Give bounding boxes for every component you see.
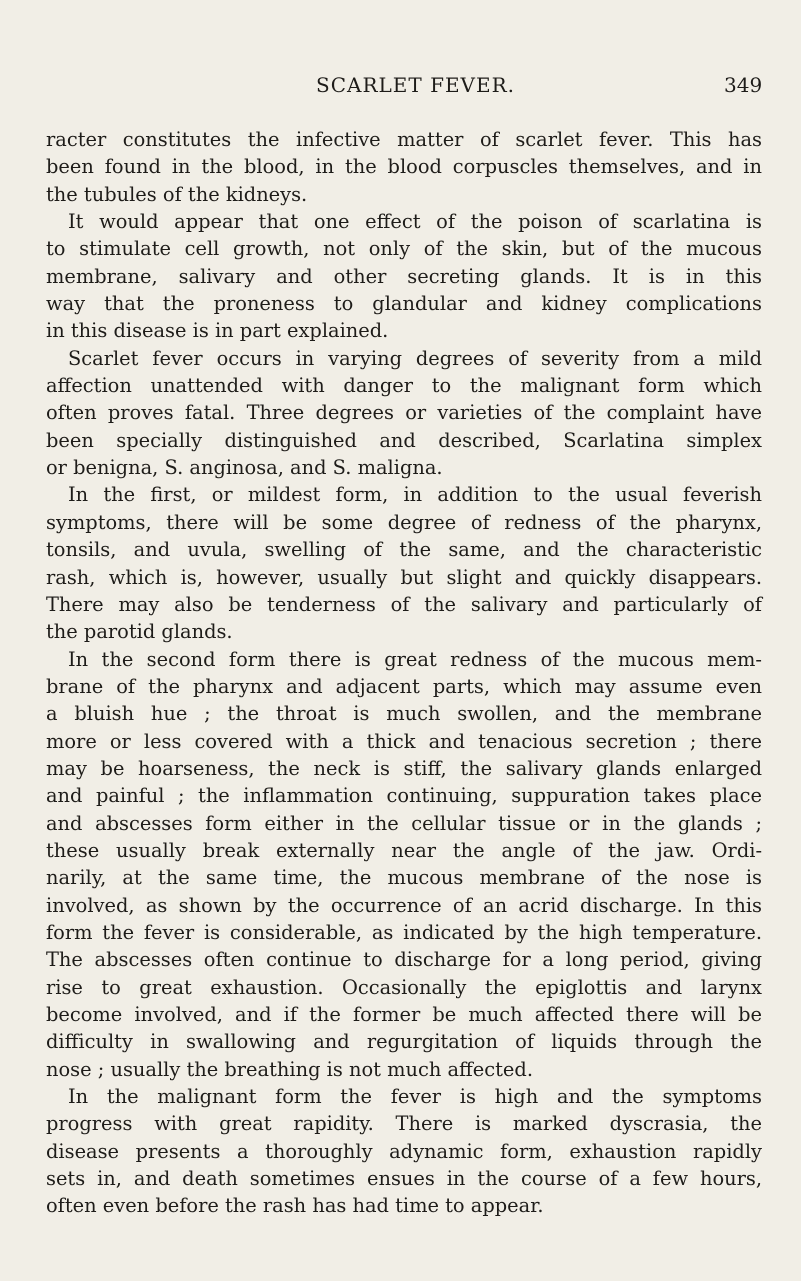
text-line: the tubules of the kidneys. xyxy=(46,182,308,206)
text-line: or benigna, S. anginosa, and S. maligna. xyxy=(46,456,443,480)
text-line: Scarlet fever occurs in varying degrees of severity from a mild xyxy=(68,346,762,370)
text-line: been specially distinguished and described, Scarlatina simplex xyxy=(46,428,762,452)
text-line: to stimulate cell growth, not only of the skin, but of the mucous xyxy=(46,237,762,261)
text-line: There may also be tenderness of the salivary and particularly of xyxy=(46,592,762,616)
text-line: a bluish hue ; the throat is much swollen, and the membrane xyxy=(46,702,762,726)
text-line: It would appear that one effect of the poison of scarlatina is xyxy=(68,210,762,234)
page-number: 349 xyxy=(724,73,763,97)
text-line: the parotid glands. xyxy=(46,620,233,644)
text-line: nose ; usually the breathing is not much affected. xyxy=(46,1057,533,1081)
text-line: In the malignant form the fever is high and the symptoms xyxy=(68,1085,762,1109)
text-line: often even before the rash has had time to appear. xyxy=(46,1194,544,1218)
text-line: become involved, and if the former be much affected there will be xyxy=(46,1003,762,1026)
text-line: often proves fatal. Three degrees or varieties of the complaint have xyxy=(46,401,762,425)
text-line: way that the proneness to glandular and kidney complications xyxy=(46,292,762,316)
text-line: In the second form there is great redness of the mucous mem- xyxy=(68,647,762,671)
running-head xyxy=(0,70,801,100)
text-line: tonsils, and uvula, swelling of the same, and the characteristic xyxy=(46,538,762,562)
text-line: these usually break externally near the angle of the jaw. Ordi- xyxy=(46,838,762,862)
text-line: may be hoarseness, the neck is stiff, the salivary glands enlarged xyxy=(46,756,762,780)
text-line: difficulty in swallowing and regurgitation of liquids through the xyxy=(46,1030,762,1054)
text-line: involved, as shown by the occurrence of an acrid discharge. In this xyxy=(46,893,762,917)
body-text xyxy=(46,126,762,1220)
text-line: The abscesses often continue to discharge for a long period, giving xyxy=(46,948,762,972)
running-title: SCARLET FEVER. xyxy=(316,73,516,97)
text-line: rise to great exhaustion. Occasionally the epiglottis and larynx xyxy=(46,975,762,999)
text-line: symptoms, there will be some degree of redness of the pharynx, xyxy=(46,510,762,534)
text-line: affection unattended with danger to the malignant form which xyxy=(46,374,762,398)
text-line: narily, at the same time, the mucous membrane of the nose is xyxy=(46,866,762,890)
text-line: membrane, salivary and other secreting glands. It is in this xyxy=(46,264,762,288)
text-line: been found in the blood, in the blood corpuscles themselves, and in xyxy=(46,155,762,179)
text-line: brane of the pharynx and adjacent parts, which may assume even xyxy=(46,674,762,698)
text-line: rash, which is, however, usually but slight and quickly disappears. xyxy=(46,565,762,589)
text-line: more or less covered with a thick and tenacious secretion ; there xyxy=(46,729,762,753)
text-line: sets in, and death sometimes ensues in the course of a few hours, xyxy=(46,1167,762,1191)
text-line: form the fever is considerable, as indicated by the high temperature. xyxy=(46,920,762,944)
text-line: in this disease is in part explained. xyxy=(46,319,389,343)
text-line: racter constitutes the infective matter of scarlet fever. This has xyxy=(46,128,762,151)
text-line: progress with great rapidity. There is marked dyscrasia, the xyxy=(46,1112,762,1136)
text-line: and painful ; the inflammation continuing, suppuration takes place xyxy=(46,784,762,808)
text-line: disease presents a thoroughly adynamic form, exhaustion rapidly xyxy=(46,1139,762,1163)
text-line: and abscesses form either in the cellular tissue or in the glands ; xyxy=(46,811,762,835)
text-line: In the first, or mildest form, in addition to the usual feverish xyxy=(68,483,762,507)
